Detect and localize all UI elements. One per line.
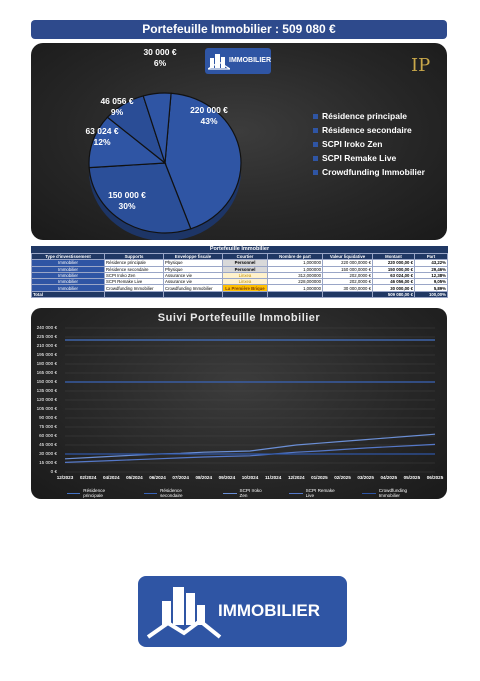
pie-legend-item: Résidence principale bbox=[313, 109, 425, 123]
cell-nombre-part: 1,000000 bbox=[268, 260, 323, 266]
pie-legend-item: Crowdfunding Immobilier bbox=[313, 165, 425, 179]
cell-valeur: 220 000,0000 € bbox=[323, 260, 373, 266]
cell-valeur: 30 000,0000 € bbox=[323, 285, 373, 291]
x-tick-label: 09/2024 bbox=[218, 475, 236, 480]
portfolio-title: Portefeuille Immobilier : 509 080 € bbox=[142, 22, 336, 36]
cell-nombre-part: 228,000000 bbox=[268, 279, 323, 285]
pie-legend-item: SCPI Iroko Zen bbox=[313, 137, 425, 151]
pie-label-residence-secondaire: 150 000 € 30% bbox=[108, 190, 146, 211]
cell-part: 29,46% bbox=[415, 266, 448, 272]
city-house-icon bbox=[144, 579, 224, 645]
pie-legend bbox=[313, 109, 425, 179]
line-chart bbox=[31, 308, 447, 499]
cell-valeur: 150 000,0000 € bbox=[323, 266, 373, 272]
x-tick-label: 01/2025 bbox=[311, 475, 328, 480]
cell-montant: 46 056,00 € bbox=[373, 279, 415, 285]
header-courtier: Courtier bbox=[223, 254, 268, 260]
x-tick-label: 02/2025 bbox=[334, 475, 351, 480]
cell-courtier: La Première Brique bbox=[223, 285, 268, 291]
y-tick-label: 150 000 € bbox=[36, 379, 57, 384]
y-tick-label: 180 000 € bbox=[36, 361, 57, 366]
header-nombre-part: Nombre de part bbox=[268, 254, 323, 260]
x-tick-label: 06/2025 bbox=[426, 475, 444, 480]
cell-enveloppe: Physique bbox=[164, 266, 223, 272]
total-part: 100,00% bbox=[415, 291, 448, 297]
y-tick-label: 30 000 € bbox=[39, 451, 57, 456]
line-legend-item: SCPI Remake Live bbox=[289, 488, 342, 498]
cell-type: Immobilier bbox=[32, 285, 105, 291]
line-legend-item: Crowdfunding Immobilier bbox=[362, 488, 427, 498]
cell-montant: 30 000,00 € bbox=[373, 285, 415, 291]
pie-label-residence-principale: 220 000 € 43% bbox=[190, 105, 228, 126]
y-tick-label: 225 000 € bbox=[36, 334, 57, 339]
cell-valeur: 202,0000 € bbox=[323, 279, 373, 285]
pie-label-crowdfunding: 30 000 € 6% bbox=[143, 47, 177, 68]
y-tick-label: 165 000 € bbox=[36, 370, 57, 375]
x-tick-label: 06/2024 bbox=[149, 475, 166, 480]
cell-type: Immobilier bbox=[32, 260, 105, 266]
x-tick-label: 03/2025 bbox=[357, 475, 374, 480]
line-legend-item: Résidence principale bbox=[67, 488, 124, 498]
cell-part: 9,05% bbox=[415, 279, 448, 285]
header-valeur-liquidative: Valeur liquidative bbox=[323, 254, 373, 260]
y-tick-label: 210 000 € bbox=[36, 343, 57, 348]
y-tick-label: 105 000 € bbox=[36, 406, 57, 411]
y-tick-label: 135 000 € bbox=[36, 388, 57, 393]
cell-valeur: 202,0000 € bbox=[323, 272, 373, 278]
cell-part: 43,22% bbox=[415, 260, 448, 266]
cell-part: 12,38% bbox=[415, 272, 448, 278]
y-tick-label: 240 000 € bbox=[36, 325, 57, 330]
ip-logo: IP bbox=[411, 55, 431, 76]
x-tick-label: 07/2024 bbox=[172, 475, 189, 480]
x-tick-label: 02/2024 bbox=[79, 475, 97, 480]
cell-enveloppe: Assurance vie bbox=[164, 279, 223, 285]
line-scpi-iroko-zen bbox=[65, 434, 435, 459]
header-type: Type d'investissement bbox=[32, 254, 105, 260]
immobilier-logo-big-text: IMMOBILIER bbox=[218, 601, 320, 620]
immobilier-logo-big bbox=[138, 576, 347, 647]
cell-type: Immobilier bbox=[32, 272, 105, 278]
cell-nombre-part: 1,000000 bbox=[268, 266, 323, 272]
y-tick-label: 0 € bbox=[50, 469, 57, 474]
cell-type: Immobilier bbox=[32, 279, 105, 285]
line-scpi-remake-live bbox=[65, 444, 435, 462]
x-tick-label: 12/2024 bbox=[287, 475, 305, 480]
table-caption: Portefeuille Immobilier bbox=[31, 246, 448, 253]
portfolio-title-banner bbox=[31, 20, 447, 39]
cell-support: Résidence secondaire bbox=[105, 266, 164, 272]
immobilier-logo-small bbox=[205, 48, 271, 74]
line-legend-item: SCPI Iroko Zen bbox=[223, 488, 269, 498]
pie-legend-item: SCPI Remake Live bbox=[313, 151, 425, 165]
table-total-row bbox=[32, 291, 448, 297]
cell-courtier: Linxea bbox=[223, 272, 268, 278]
cell-type: Immobilier bbox=[32, 266, 105, 272]
cell-part: 5,89% bbox=[415, 285, 448, 291]
cell-courtier: Personnel bbox=[223, 260, 268, 266]
y-tick-label: 195 000 € bbox=[36, 352, 57, 357]
y-tick-label: 60 000 € bbox=[39, 433, 57, 438]
header-supports: Supports bbox=[105, 254, 164, 260]
cell-montant: 63 024,00 € bbox=[373, 272, 415, 278]
cell-courtier: Personnel bbox=[223, 266, 268, 272]
y-tick-label: 45 000 € bbox=[39, 442, 57, 447]
y-tick-label: 120 000 € bbox=[36, 397, 57, 402]
total-montant: 509 080,00 € bbox=[373, 291, 415, 297]
y-tick-label: 90 000 € bbox=[39, 415, 57, 420]
cell-courtier: Linxea bbox=[223, 279, 268, 285]
immobilier-logo-small-text: IMMOBILIER bbox=[229, 57, 271, 64]
line-legend-item: Résidence secondaire bbox=[144, 488, 203, 498]
cell-nombre-part: 312,000000 bbox=[268, 272, 323, 278]
x-tick-label: 05/2024 bbox=[126, 475, 143, 480]
x-tick-label: 10/2024 bbox=[241, 475, 259, 480]
pie-legend-item: Résidence secondaire bbox=[313, 123, 425, 137]
cell-support: SCPI Remake Live bbox=[105, 279, 164, 285]
x-tick-label: 05/2025 bbox=[403, 475, 421, 480]
cell-enveloppe: Physique bbox=[164, 260, 223, 266]
cell-support: Crowdfunding Immobilier bbox=[105, 285, 164, 291]
cell-montant: 150 000,00 € bbox=[373, 266, 415, 272]
header-enveloppe: Enveloppe fiscale bbox=[164, 254, 223, 260]
cell-enveloppe: Crowdfunding Immobilier bbox=[164, 285, 223, 291]
cell-enveloppe: Assurance vie bbox=[164, 272, 223, 278]
pie-chart-panel bbox=[31, 43, 447, 240]
pie-label-scpi-iroko-zen: 63 024 € 12% bbox=[85, 126, 119, 147]
cell-support: Résidence principale bbox=[105, 260, 164, 266]
city-icon bbox=[208, 52, 230, 70]
x-tick-label: 11/2024 bbox=[264, 475, 282, 480]
cell-montant: 220 000,00 € bbox=[373, 260, 415, 266]
x-tick-label: 08/2024 bbox=[195, 475, 213, 480]
x-tick-label: 12/2023 bbox=[56, 475, 74, 480]
pie-label-scpi-remake-live: 46 056 € 9% bbox=[100, 96, 134, 117]
x-tick-label: 04/2025 bbox=[380, 475, 398, 480]
total-label: Total bbox=[32, 291, 105, 297]
cell-support: SCPI Iroko Zen bbox=[105, 272, 164, 278]
line-chart-panel bbox=[31, 308, 447, 499]
header-montant: Montant bbox=[373, 254, 415, 260]
line-chart-title: Suivi Portefeuille Immobilier bbox=[157, 312, 321, 324]
portfolio-table bbox=[31, 246, 448, 298]
header-part: Part bbox=[415, 254, 448, 260]
y-tick-label: 15 000 € bbox=[39, 460, 57, 465]
x-tick-label: 04/2024 bbox=[102, 475, 120, 480]
line-legend bbox=[67, 488, 447, 498]
y-tick-label: 75 000 € bbox=[39, 424, 57, 429]
cell-nombre-part: 1,000000 bbox=[268, 285, 323, 291]
